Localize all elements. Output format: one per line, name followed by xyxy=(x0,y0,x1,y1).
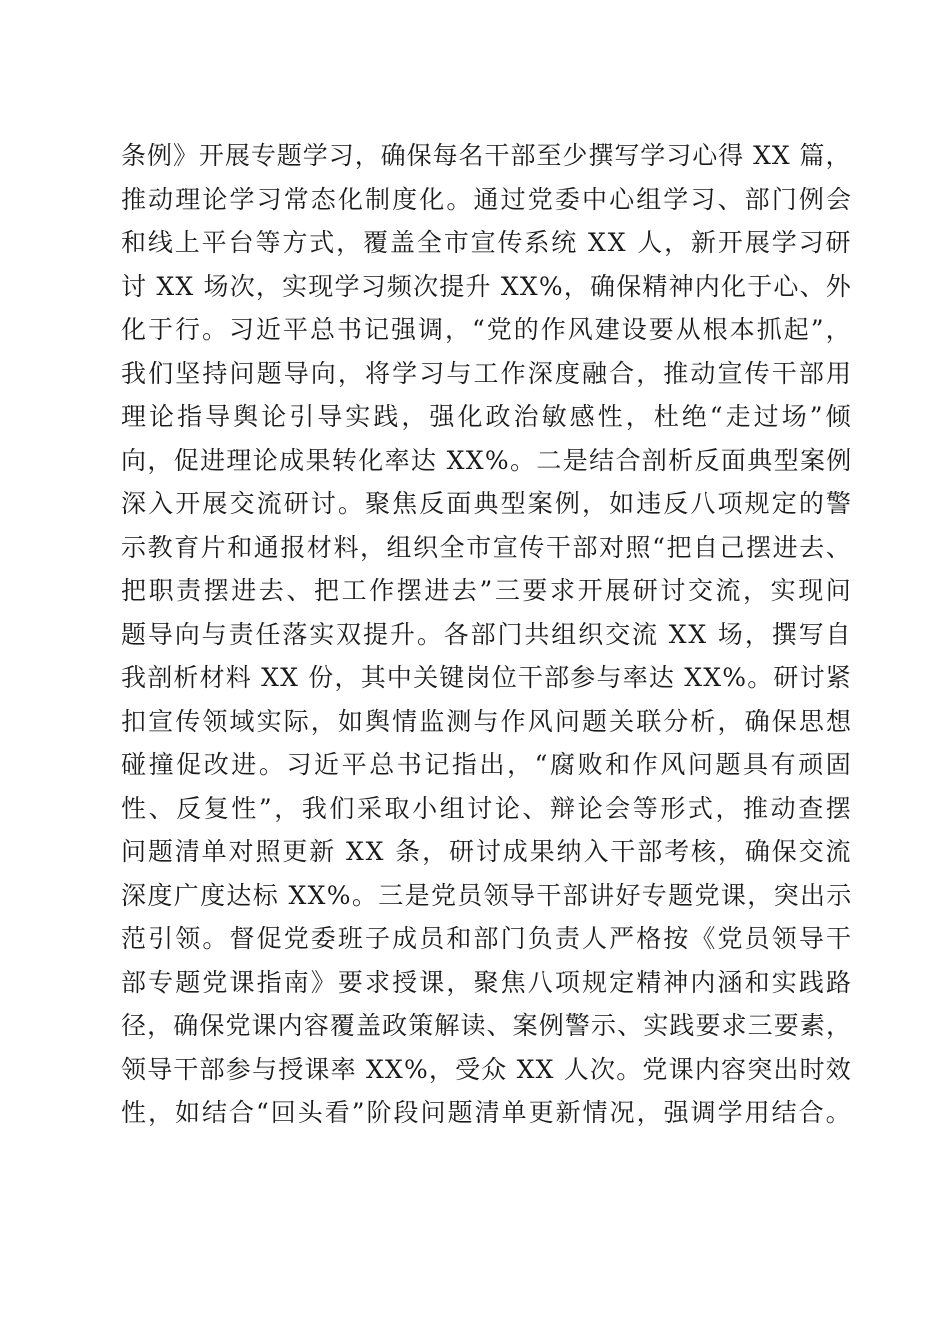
text-line: 我们坚持问题导向，将学习与工作深度融合，推动宣传干部用 xyxy=(121,358,854,388)
text-line: 条例》开展专题学习，确保每名干部至少撰写学习心得 XX 篇， xyxy=(121,141,852,170)
text-line: 深入开展交流研讨。聚焦反面典型案例，如违反八项规定的警 xyxy=(121,489,854,518)
text-line: 碰撞促改进。习近平总书记指出，“腐败和作风问题具有顽固 xyxy=(121,750,854,779)
text-line: 问题清单对照更新 XX 条，研讨成果纳入干部考核，确保交流 xyxy=(121,837,853,866)
text-line: 部专题党课指南》要求授课，聚焦八项规定精神内涵和实践路 xyxy=(121,967,854,997)
text-line: 讨 XX 场次，实现学习频次提升 XX%，确保精神内化于心、外 xyxy=(121,271,852,301)
text-line: 性、反复性”，我们采取小组讨论、辩论会等形式，推动查摆 xyxy=(121,793,854,823)
text-line: 径，确保党课内容覆盖政策解读、案例警示、实践要求三要素， xyxy=(121,1011,853,1040)
text-line: 示教育片和通报材料，组织全市宣传干部对照“把自己摆进去、 xyxy=(121,532,853,562)
body-paragraph xyxy=(121,134,854,1135)
text-line: 题导向与责任落实双提升。各部门共组织交流 XX 场，撰写自 xyxy=(121,619,853,649)
text-line: 推动理论学习常态化制度化。通过党委中心组学习、部门例会 xyxy=(121,184,854,214)
text-line: 化于行。习近平总书记强调，“党的作风建设要从根本抓起”， xyxy=(121,315,853,344)
text-line: 性，如结合“回头看”阶段问题清单更新情况，强调学用结合。 xyxy=(121,1098,853,1127)
text-line: 领导干部参与授课率 XX%，受众 XX 人次。党课内容突出时效 xyxy=(121,1054,852,1084)
text-line: 深度广度达标 XX%。三是党员领导干部讲好专题党课，突出示 xyxy=(121,880,853,910)
text-line: 和线上平台等方式，覆盖全市宣传系统 XX 人，新开展学习研 xyxy=(121,228,853,257)
text-line: 向，促进理论成果转化率达 XX%。二是结合剖析反面典型案例 xyxy=(121,445,853,475)
text-line: 范引领。督促党委班子成员和部门负责人严格按《党员领导干 xyxy=(121,924,854,953)
text-line: 我剖析材料 XX 份，其中关键岗位干部参与率达 XX%。研讨紧 xyxy=(121,663,852,692)
text-line: 理论指导舆论引导实践，强化政治敏感性，杜绝“走过场”倾 xyxy=(121,402,854,431)
text-line: 把职责摆进去、把工作摆进去”三要求开展研讨交流，实现问 xyxy=(121,576,854,605)
text-line: 扣宣传领域实际，如舆情监测与作风问题关联分析，确保思想 xyxy=(121,706,854,736)
